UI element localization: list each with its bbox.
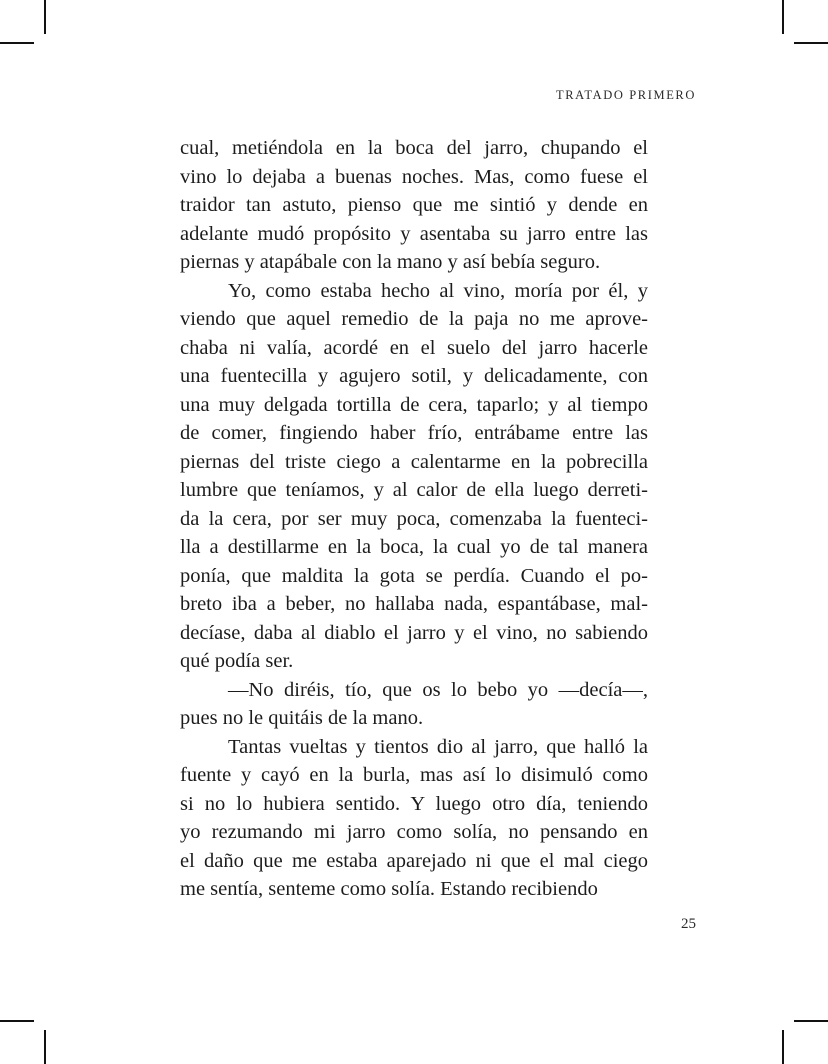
text-line: viendo que aquel remedio de la paja no me aprove- [180,308,648,330]
text-line: Tantas vueltas y tientos dio al jarro, que halló la [228,735,648,758]
text-line: lumbre que teníamos, y al calor de ella luego derreti- [180,479,648,501]
paragraph [180,134,648,277]
text-line: si no lo hubiera sentido. Y luego otro día, teniendo [180,792,648,815]
text-line: pues no le quitáis de la mano. [180,707,424,729]
paragraph [180,733,648,904]
text-line: piernas y atapábale con la mano y así bebía seguro. [180,251,601,273]
crop-mark-bottom-right-vertical [782,1030,784,1064]
crop-mark-bottom-right-horizontal [794,1020,828,1022]
body-text [180,134,648,904]
text-line: adelante mudó propósito y asentaba su jarro entre las [180,222,648,245]
text-line: piernas del triste ciego a calentarme en la pobrecilla [180,450,648,473]
text-line: me sentía, senteme como solía. Estando recibiendo [180,878,598,900]
crop-mark-bottom-left-vertical [44,1030,46,1064]
text-line: —No diréis, tío, que os lo bebo yo —decía—, [228,678,648,701]
text-line: chaba ni valía, acordé en el suelo del jarro hacerle [180,336,648,359]
text-line: qué podía ser. [180,650,294,672]
text-line: breto iba a beber, no hallaba nada, espantábase, mal- [180,593,648,615]
text-line: decíase, daba al diablo el jarro y el vino, no sabiendo [180,621,648,644]
text-line: cual, metiéndola en la boca del jarro, chupando el [180,137,648,159]
text-line: Yo, como estaba hecho al vino, moría por él, y [228,279,648,302]
text-line: da la cera, por ser muy poca, comenzaba la fuenteci- [180,507,648,530]
text-line: vino lo dejaba a buenas noches. Mas, como fuese el [180,165,648,188]
crop-mark-top-left-horizontal [0,42,34,44]
text-line: lla a destillarme en la boca, la cual yo de tal manera [180,536,648,558]
text-line: fuente y cayó en la burla, mas así lo disimuló como [180,764,648,786]
text-line: el daño que me estaba aparejado ni que el mal ciego [180,849,648,872]
page-number: 25 [681,916,696,932]
crop-mark-top-right-horizontal [794,42,828,44]
text-line: una fuentecilla y agujero sotil, y delicadamente, con [180,365,648,387]
crop-mark-top-right-vertical [782,0,784,34]
text-line: yo rezumando mi jarro como solía, no pensando en [180,821,648,843]
paragraph [180,277,648,676]
text-line: ponía, que maldita la gota se perdía. Cuando el po- [180,564,648,587]
crop-mark-bottom-left-horizontal [0,1020,34,1022]
text-line: una muy delgada tortilla de cera, taparlo; y al tiempo [180,393,648,416]
running-head: TRATADO PRIMERO [555,88,696,102]
text-line: traidor tan astuto, pienso que me sintió y dende en [180,194,648,216]
text-line: de comer, fingiendo haber frío, entrábame entre las [180,422,648,444]
paragraph [180,676,648,733]
crop-mark-top-left-vertical [44,0,46,34]
